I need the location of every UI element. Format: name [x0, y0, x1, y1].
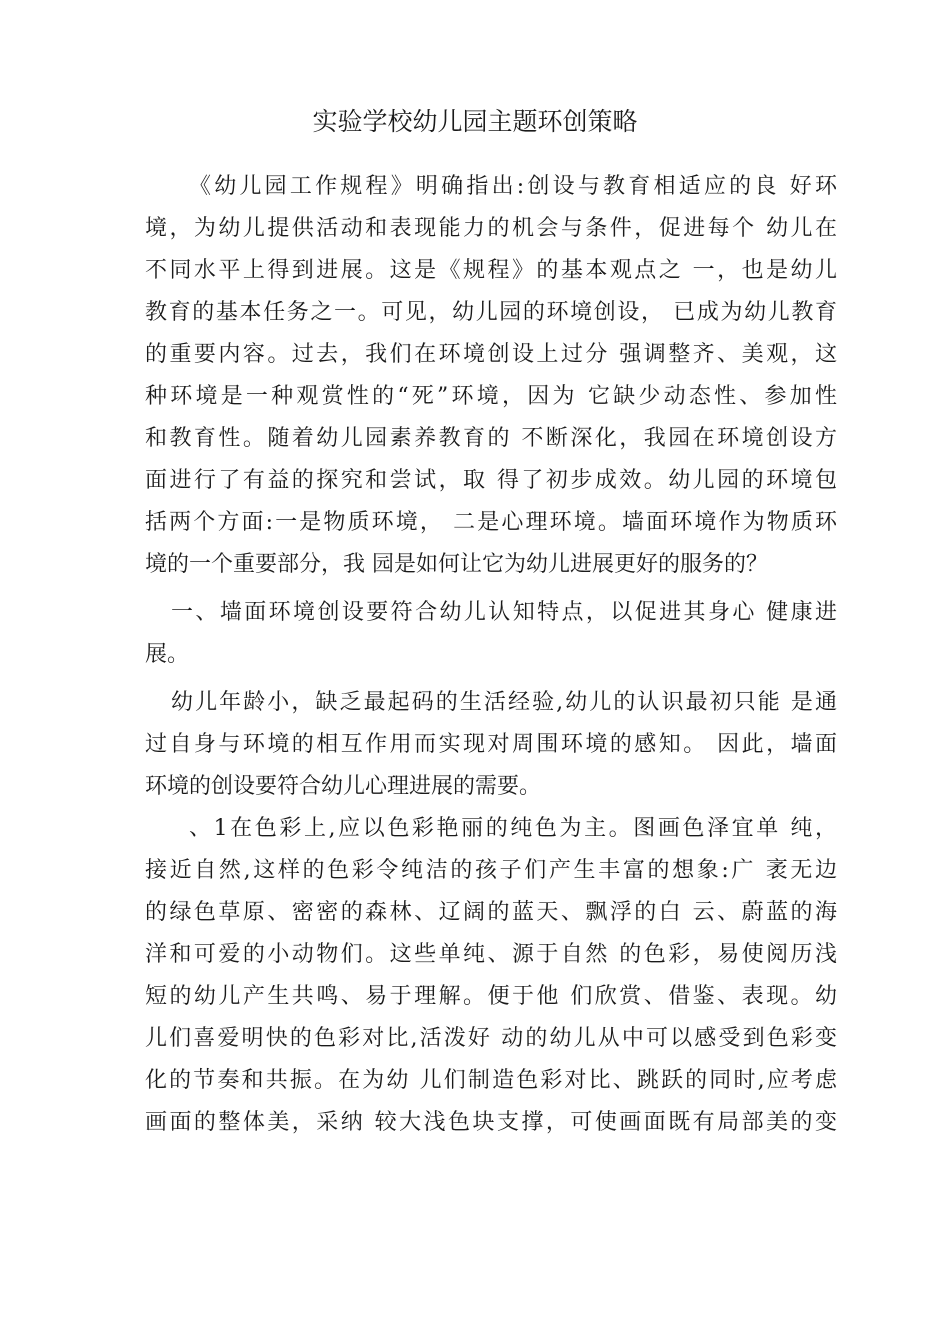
paragraph-line: 画面的整体美，采纳 较大浅色块支撑，可使画面既有局部美的变 [145, 1110, 837, 1135]
paragraph-line: 的重要内容。过去，我们在环境创设上过分 强调整齐、美观，这 [145, 342, 837, 367]
paragraph-line: 接近自然,这样的色彩令纯洁的孩子们产生丰富的想象:广 袤无边 [145, 858, 837, 883]
paragraph-line: 境的一个重要部分，我 园是如何让它为幼儿进展更好的服务的？ [145, 552, 768, 577]
paragraph-line: 教育的基本任务之一。可见，幼儿园的环境创设， 已成为幼儿教育 [145, 300, 837, 325]
paragraph-line: 过自身与环境的相互作用而实现对周围环境的感知。 因此，墙面 [145, 732, 837, 757]
paragraph-line: 幼儿年龄小，缺乏最起码的生活经验,幼儿的认识最初只能 是通 [171, 690, 837, 715]
paragraph-line: 儿们喜爱明快的色彩对比,活泼好 动的幼儿从中可以感受到色彩变 [145, 1026, 837, 1051]
document-body [145, 166, 837, 1144]
paragraph-line: 括两个方面:一是物质环境， 二是心理环境。墙面环境作为物质环 [145, 510, 837, 535]
paragraph-line: 境，为幼儿提供活动和表现能力的机会与条件，促进每个 幼儿在 [145, 216, 837, 241]
paragraph-line: 化的节奏和共振。在为幼 儿们制造色彩对比、跳跃的同时,应考虑 [145, 1068, 837, 1093]
document-title: 实验学校幼儿园主题环创策略 [312, 107, 638, 136]
section-heading-line: 一、墙面环境创设要符合幼儿认知特点，以促进其身心 健康进 [171, 600, 837, 625]
paragraph-line: 面进行了有益的探究和尝试，取 得了初步成效。幼儿园的环境包 [145, 468, 837, 493]
paragraph-line: 不同水平上得到进展。这是《规程》的基本观点之 一，也是幼儿 [145, 258, 837, 283]
paragraph-line: 环境的创设要符合幼儿心理进展的需要。 [145, 774, 542, 799]
paragraph-line: 洋和可爱的小动物们。这些单纯、源于自然 的色彩，易使阅历浅 [145, 942, 837, 967]
paragraph-line: 短的幼儿产生共鸣、易于理解。便于他 们欣赏、借鉴、表现。幼 [145, 984, 837, 1009]
paragraph-line: 的绿色草原、密密的森林、辽阔的蓝天、飘浮的白 云、蔚蓝的海 [145, 900, 837, 925]
paragraph-line: 种环境是一种观赏性的“死”环境，因为 它缺少动态性、参加性 [145, 384, 837, 409]
list-item-line: 、1在色彩上,应以色彩艳丽的纯色为主。图画色泽宜单 纯， [189, 816, 837, 841]
paragraph-line: 和教育性。随着幼儿园素养教育的 不断深化，我园在环境创设方 [145, 426, 837, 451]
paragraph-line: 《幼儿园工作规程》明确指出:创设与教育相适应的良 好环 [189, 174, 837, 199]
section-heading-line: 展。 [145, 642, 190, 667]
